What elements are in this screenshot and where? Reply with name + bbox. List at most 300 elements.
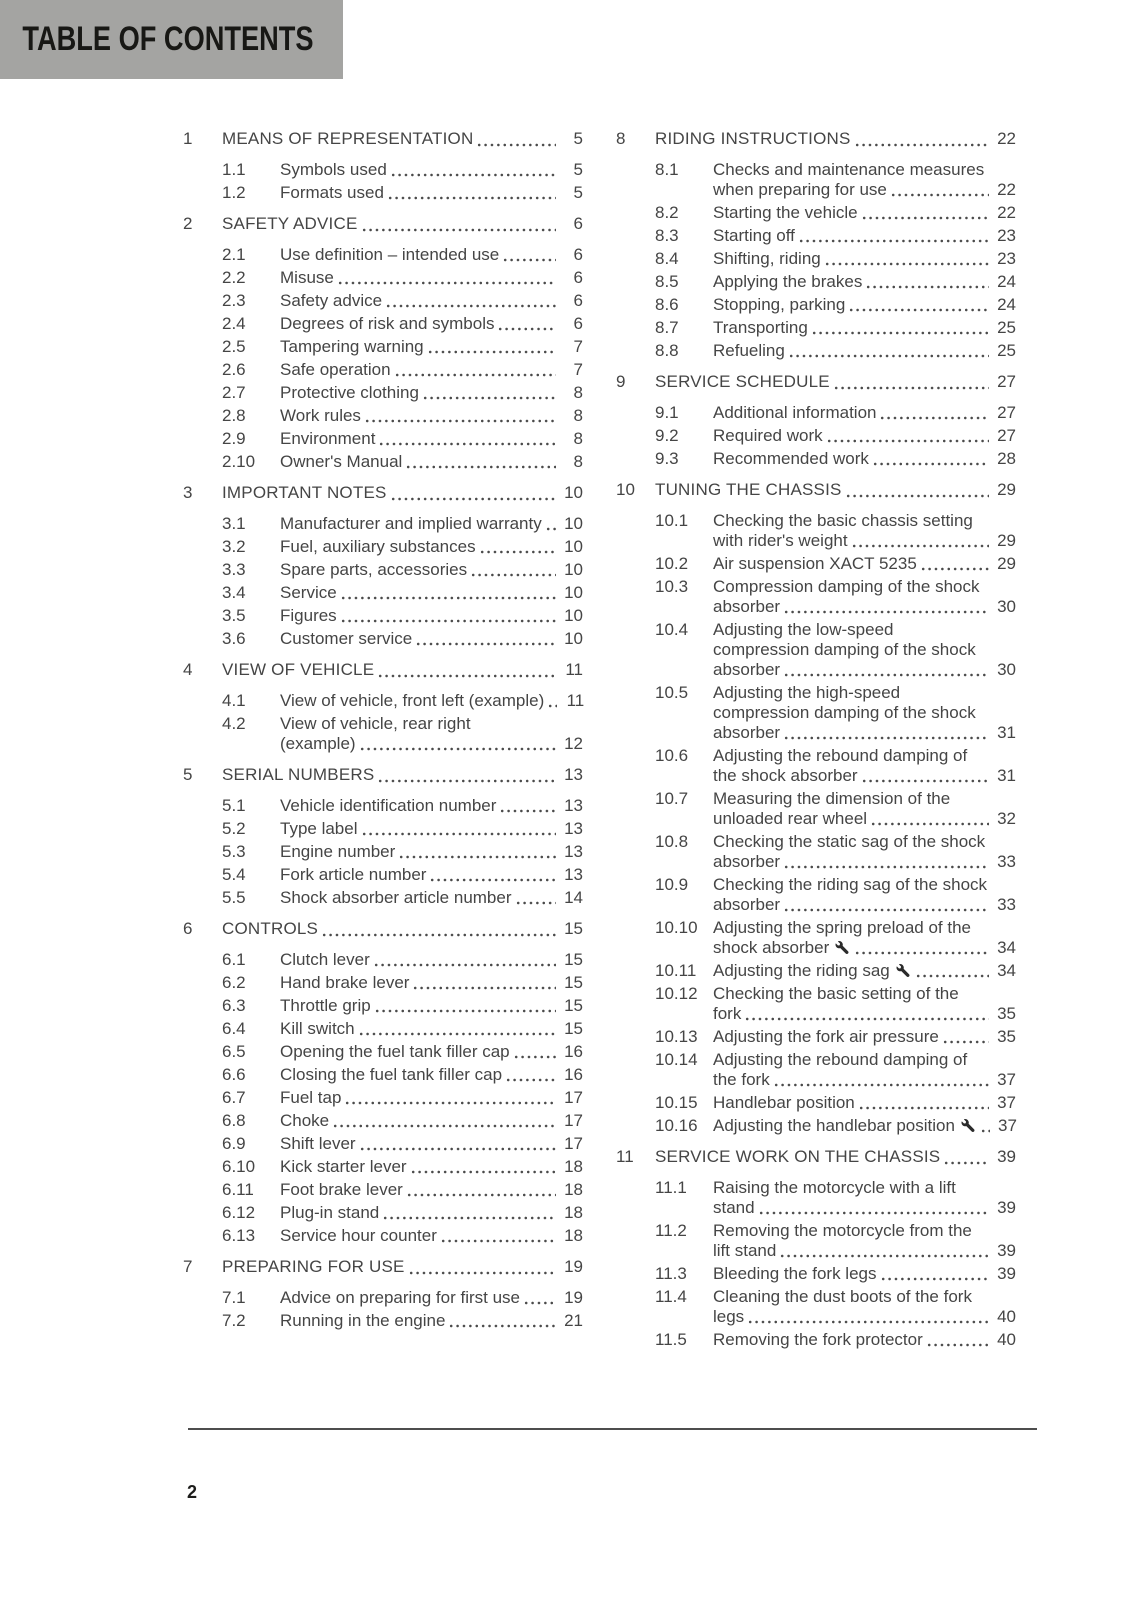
dot-leader [758,1198,989,1218]
toc-entry [183,537,583,557]
entry-page-number: 10 [564,629,583,648]
toc-entry-line [222,819,583,839]
entry-number: 6.5 [222,1042,246,1061]
entry-title: Engine number [280,842,396,861]
entry-title: compression damping of the shock [713,640,976,659]
section-page-number: 5 [573,129,583,148]
entry-title: Misuse [280,268,334,287]
toc-entry-line [655,984,1016,1004]
toc-entry-line [655,249,1016,269]
toc-entry-line [655,449,1016,469]
toc-entry-line [222,337,583,357]
toc-entry-line [222,1203,583,1223]
entry-page-number: 6 [573,245,583,264]
entry-title: Bleeding the fork legs [713,1264,877,1283]
toc-entry [616,620,1016,680]
toc-entry-line [655,1307,1016,1327]
dot-leader [344,1088,556,1108]
section-page-number: 27 [997,372,1016,391]
toc-entry [183,819,583,839]
dot-leader [382,1203,556,1223]
toc-section-heading [183,1255,583,1278]
toc-entry [183,606,583,626]
toc-entry [183,583,583,603]
entry-number: 5.3 [222,842,246,861]
dot-leader [361,212,557,235]
dot-leader [845,478,989,501]
entry-page-number: 39 [997,1241,1016,1260]
entry-number: 2.3 [222,291,246,310]
section-page-number: 15 [564,919,583,938]
toc-entry-line [655,809,1016,829]
footer-page-number: 2 [187,1482,198,1502]
toc-section-items [183,245,583,472]
dot-leader [440,1226,556,1246]
entry-page-number: 13 [564,865,583,884]
entry-page-number: 35 [997,1027,1016,1046]
entry-number: 10.5 [655,683,689,702]
dot-leader [890,180,989,200]
section-title: SAFETY ADVICE [222,214,358,233]
entry-title: View of vehicle, front left (example) [280,691,545,710]
toc-entry-line [655,160,1016,180]
dot-leader [942,1027,989,1047]
dot-leader [858,1093,989,1113]
entry-number: 5.1 [222,796,246,815]
toc-section-items [183,514,583,649]
entry-number: 2.8 [222,406,246,425]
entry-page-number: 24 [997,295,1016,314]
toc-entry-line [655,895,1016,915]
entry-number: 6.1 [222,950,246,969]
entry-title: Choke [280,1111,330,1130]
entry-title: Symbols used [280,160,387,179]
toc-entry [183,406,583,426]
toc-entry-line [222,734,583,754]
toc-entry-line [655,640,1016,660]
toc-entry-line [222,429,583,449]
toc-entry-line [222,1134,583,1154]
entry-title: Opening the fuel tank filler cap [280,1042,510,1061]
entry-number: 2.9 [222,429,246,448]
entry-page-number: 31 [997,723,1016,742]
entry-title: Adjusting the rebound damping of [713,1050,968,1069]
entry-number: 5.2 [222,819,246,838]
toc-entry [616,554,1016,574]
toc-entry [616,226,1016,246]
dot-leader [321,917,556,940]
entry-number: 3.3 [222,560,246,579]
entry-number: 1.2 [222,183,246,202]
entry-number: 7.2 [222,1311,246,1330]
entry-number: 11.1 [655,1178,687,1197]
section-title: IMPORTANT NOTES [222,483,387,502]
toc-entry-line [655,852,1016,872]
entry-number: 6.8 [222,1111,246,1130]
toc-entry [183,314,583,334]
toc-section [616,478,1016,1136]
dot-leader [833,370,989,393]
toc-section [183,481,583,649]
dot-leader [479,537,556,557]
toc-entry [183,714,583,754]
toc-entry-line [222,314,583,334]
entry-title: Required work [713,426,823,445]
entry-number: 10.14 [655,1050,698,1069]
section-title: CONTROLS [222,919,319,938]
entry-title: Adjusting the rebound damping of [713,746,968,765]
entry-title: Safe operation [280,360,391,379]
entry-title: Air suspension XACT 5235 [713,554,917,573]
entry-number: 2.7 [222,383,246,402]
toc-entry-line [655,426,1016,446]
entry-page-number: 30 [997,660,1016,679]
toc-section-items [183,1288,583,1331]
dot-leader [783,597,989,617]
toc-entry [183,1157,583,1177]
entry-title: Fuel tap [280,1088,342,1107]
dot-leader [429,865,556,885]
wrench-icon [961,1119,975,1132]
toc-entry-line [655,1093,1016,1113]
toc-entry-line [222,796,583,816]
toc-entry [183,691,583,711]
entry-number: 3.6 [222,629,246,648]
entry-page-number: 23 [997,249,1016,268]
toc-entry-line [222,691,583,711]
toc-entry [183,183,583,203]
entry-number: 10.3 [655,577,689,596]
toc-entry-line [222,406,583,426]
dot-leader [470,560,556,580]
entry-number: 11.2 [655,1221,687,1240]
toc-entry [616,789,1016,829]
entry-title: Closing the fuel tank filler cap [280,1065,503,1084]
toc-entry [183,429,583,449]
dot-leader [783,660,989,680]
toc-entry-line [222,514,583,534]
dot-leader [773,1070,989,1090]
entry-page-number: 19 [564,1288,583,1307]
toc-entry-line [655,875,1016,895]
toc-section [183,917,583,1246]
entry-title: Manufacturer and implied warranty [280,514,542,533]
entry-page-number: 40 [997,1307,1016,1326]
entry-title: Removing the fork protector [713,1330,923,1349]
toc-entry-line [655,683,1016,703]
toc-entry [183,514,583,534]
toc-entry-line [222,1226,583,1246]
entry-title: Owner's Manual [280,452,403,471]
toc-entry [616,160,1016,200]
toc-entry [183,1019,583,1039]
entry-number: 6.7 [222,1088,246,1107]
section-page-number: 13 [564,765,583,784]
dot-leader [848,295,989,315]
entry-page-number: 27 [997,403,1016,422]
entry-page-number: 37 [997,1093,1016,1112]
toc-entry [616,1116,1016,1136]
entry-title: with rider's weight [713,531,848,550]
entry-title: Removing the motorcycle from the [713,1221,972,1240]
entry-number: 6.11 [222,1180,254,1199]
toc-entry-line [655,1178,1016,1198]
toc-entry-line [222,360,583,380]
entry-page-number: 18 [564,1226,583,1245]
toc-entry-line [655,1198,1016,1218]
entry-page-number: 10 [564,514,583,533]
toc-entry [616,203,1016,223]
toc-entry [616,1178,1016,1218]
dot-leader [448,1311,556,1331]
entry-title: Degrees of risk and symbols [280,314,495,333]
entry-page-number: 23 [997,226,1016,245]
entry-number: 1.1 [222,160,246,179]
table-of-contents [183,127,1016,1353]
entry-title: lift stand [713,1241,777,1260]
toc-entry-line [222,245,583,265]
dot-leader [359,734,556,754]
entry-page-number: 12 [564,734,583,753]
dot-leader [387,183,556,203]
dot-leader [783,852,989,872]
entry-page-number: 17 [564,1088,583,1107]
dot-leader [523,1288,556,1308]
entry-number: 8.1 [655,160,679,179]
dot-leader [406,1180,556,1200]
section-page-number: 6 [573,214,583,233]
entry-number: 6.10 [222,1157,256,1176]
entry-number: 10.2 [655,554,689,573]
entry-title: Kill switch [280,1019,355,1038]
toc-entry [183,1065,583,1085]
toc-entry-line [655,272,1016,292]
section-title: SERVICE WORK ON THE CHASSIS [655,1147,941,1166]
dot-leader [872,449,989,469]
toc-entry-line [655,1027,1016,1047]
toc-entry-line [655,660,1016,680]
entry-page-number: 40 [997,1330,1016,1349]
entry-title: Checking the basic setting of the [713,984,959,1003]
page-header-band [0,0,343,79]
toc-entry [616,918,1016,958]
entry-page-number: 31 [997,766,1016,785]
toc-entry [616,1093,1016,1113]
toc-entry [616,272,1016,292]
toc-section [183,212,583,472]
toc-entry [616,249,1016,269]
toc-entry-line [222,714,583,734]
entry-number: 6.12 [222,1203,256,1222]
toc-column-right [616,127,1016,1353]
toc-section-items [183,160,583,203]
entry-title: Type label [280,819,358,838]
entry-page-number: 16 [564,1065,583,1084]
entry-page-number: 15 [564,1019,583,1038]
entry-title: Adjusting the fork air pressure [713,1027,939,1046]
toc-entry [183,360,583,380]
toc-entry-line [222,1019,583,1039]
entry-page-number: 21 [564,1311,583,1330]
entry-title: when preparing for use [713,180,887,199]
entry-page-number: 17 [564,1111,583,1130]
toc-entry-line [655,620,1016,640]
dot-leader [340,583,556,603]
toc-entry-line [655,511,1016,531]
entry-page-number: 29 [997,554,1016,573]
entry-page-number: 34 [997,938,1016,957]
toc-entry-line [655,180,1016,200]
toc-entry-line [655,1116,1016,1136]
dot-leader [502,245,556,265]
entry-title: Additional information [713,403,877,422]
entry-title: Raising the motorcycle with a lift [713,1178,956,1197]
entry-title: Adjusting the spring preload of the [713,918,972,937]
entry-page-number: 37 [998,1116,1017,1135]
wrench-icon [835,941,849,954]
toc-entry [616,449,1016,469]
entry-number: 8.8 [655,341,679,360]
section-number: 7 [183,1257,193,1276]
toc-entry [616,511,1016,551]
section-page-number: 29 [997,480,1016,499]
dot-leader [390,160,556,180]
toc-entry-line [655,918,1016,938]
entry-page-number: 5 [573,160,583,179]
section-number: 4 [183,660,193,679]
entry-number: 8.6 [655,295,679,314]
entry-number: 2.1 [222,245,246,264]
toc-entry-line [655,1264,1016,1284]
entry-title: Adjusting the high-speed [713,683,901,702]
entry-title: compression damping of the shock [713,703,976,722]
entry-title: Refueling [713,341,785,360]
toc-entry [183,1226,583,1246]
toc-entry-line [222,537,583,557]
toc-entry-line [655,723,1016,743]
toc-entry-line [222,865,583,885]
wrench-icon [896,964,910,977]
toc-entry-line [222,950,583,970]
entry-title: (example) [280,734,356,753]
dot-leader [390,481,556,504]
entry-page-number: 13 [564,842,583,861]
entry-title: Starting the vehicle [713,203,858,222]
toc-entry-line [655,1221,1016,1241]
dot-leader [783,723,989,743]
dot-leader [412,973,556,993]
dot-leader [545,514,556,534]
entry-title: Starting off [713,226,795,245]
entry-title: Measuring the dimension of the [713,789,951,808]
entry-number: 10.16 [655,1116,698,1135]
entry-page-number: 35 [997,1004,1016,1023]
entry-number: 7.1 [222,1288,246,1307]
entry-title: stand [713,1198,755,1217]
toc-entry [616,1221,1016,1261]
toc-entry [616,577,1016,617]
toc-entry [616,746,1016,786]
toc-entry-line [655,295,1016,315]
entry-title: fork [713,1004,742,1023]
toc-section-heading [183,763,583,786]
entry-page-number: 39 [997,1264,1016,1283]
toc-entry-line [655,341,1016,361]
section-number: 2 [183,214,193,233]
entry-title: Work rules [280,406,361,425]
toc-entry-line [222,1042,583,1062]
toc-entry [183,950,583,970]
dot-leader [920,554,989,574]
toc-entry [183,1203,583,1223]
section-title: SERVICE SCHEDULE [655,372,830,391]
dot-leader [880,1264,990,1284]
toc-section [183,763,583,908]
toc-section [183,658,583,754]
toc-entry-line [222,996,583,1016]
toc-entry-line [655,961,1016,981]
dot-leader [870,809,989,829]
entry-number: 6.3 [222,996,246,1015]
section-page-number: 22 [997,129,1016,148]
entry-number: 4.1 [222,691,246,710]
toc-entry [183,629,583,649]
entry-page-number: 22 [997,180,1016,199]
dot-leader [359,1134,556,1154]
toc-entry-line [655,703,1016,723]
entry-title: Shift lever [280,1134,356,1153]
entry-number: 10.7 [655,789,689,808]
dot-leader [340,606,556,626]
entry-page-number: 28 [997,449,1016,468]
toc-entry [616,1287,1016,1327]
entry-page-number: 10 [564,560,583,579]
entry-title: Throttle grip [280,996,371,1015]
dot-leader [515,888,556,908]
entry-title: Fork article number [280,865,427,884]
dot-leader [788,341,989,361]
entry-page-number: 10 [564,537,583,556]
entry-page-number: 10 [564,583,583,602]
entry-number: 6.13 [222,1226,256,1245]
entry-number: 10.12 [655,984,698,1003]
entry-number: 6.6 [222,1065,246,1084]
dot-leader [811,318,989,338]
entry-title: Checks and maintenance measures [713,160,985,179]
entry-title: Adjusting the low-speed [713,620,894,639]
entry-number: 10.13 [655,1027,698,1046]
section-title: SERIAL NUMBERS [222,765,375,784]
entry-title: Transporting [713,318,808,337]
toc-entry-line [222,1111,583,1131]
toc-section-items [616,160,1016,361]
entry-title: Service [280,583,337,602]
entry-title: absorber [713,723,781,742]
toc-entry-line [222,1088,583,1108]
toc-entry [183,1134,583,1154]
entry-title: Environment [280,429,376,448]
toc-entry [616,1050,1016,1090]
entry-number: 11.5 [655,1330,687,1349]
toc-entry [183,268,583,288]
page-title: TABLE OF CONTENTS [22,20,314,58]
toc-entry-line [655,789,1016,809]
dot-leader [332,1111,556,1131]
toc-entry [616,1330,1016,1350]
toc-entry [616,961,1016,981]
toc-entry [616,318,1016,338]
dot-leader [398,842,556,862]
